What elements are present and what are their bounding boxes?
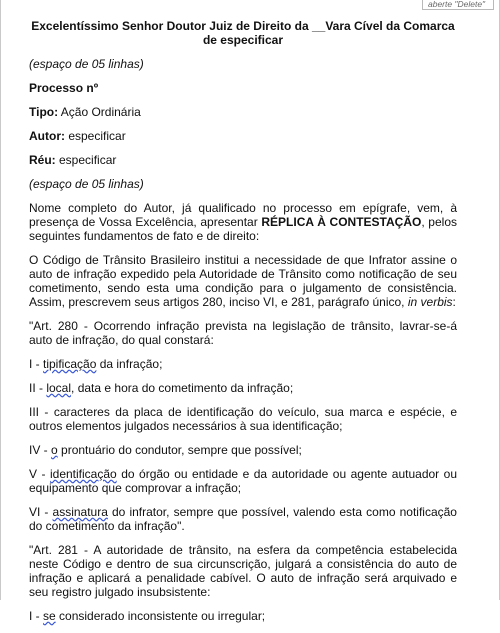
reu-label: Réu: — [29, 153, 56, 167]
art-281-inciso-1-squiggle-word: se — [43, 609, 56, 623]
title-line-1: Excelentíssimo Senhor Doutor Juiz de Direito da __Vara Cível da Comarca — [31, 19, 455, 33]
inciso-5-squiggle-word: identificação — [49, 467, 117, 481]
inciso-6-squiggle-word: assinatura — [52, 505, 108, 519]
autor-line — [29, 129, 457, 143]
inciso-1-prefix: I - — [29, 357, 43, 371]
inciso-2-rest: , data e hora do cometimento da infração; — [71, 381, 294, 395]
inciso-4-rest: prontuário do condutor, sempre que possível; — [57, 443, 302, 457]
inciso-1-squiggle-word: tipificação — [43, 357, 97, 371]
ctb-italic-text: in verbis — [407, 295, 453, 309]
art-280-inciso-4 — [29, 443, 457, 457]
spacing-note-2: (espaço de 05 linhas) — [29, 177, 144, 191]
ctb-text-1: O Código de Trânsito Brasileiro institui a necessidade de que Infrator assine o auto de infração expedido pela Autoridade de Trânsito como notificação de seu cometimento, sendo esta uma condição para o julgamento de consistência. Assim, prescrevem seus artigos 280, inciso VI, e 281, parágrafo único, — [29, 253, 457, 309]
document-body[interactable] — [29, 19, 457, 633]
tipo-label: Tipo: — [29, 105, 59, 119]
art-280-inciso-5 — [29, 467, 457, 495]
intro-bold-text: RÉPLICA À CONTESTAÇÃO — [261, 215, 422, 229]
intro-text-1: Nome completo do Autor, já qualificado no processo em epígrafe, vem, à presença de Vossa Excelência, apresentar — [29, 201, 457, 229]
tipo-value: Ação Ordinária — [58, 105, 141, 119]
processo-line: Processo nº — [29, 81, 99, 95]
inciso-2-prefix: II - — [29, 381, 47, 395]
inciso-6-rest: do infrator, sempre que possível, valendo esta como notificação do cometimento da infração". — [29, 505, 457, 533]
inciso-4-squiggle-word: o — [51, 443, 58, 457]
art-280-inciso-6 — [29, 505, 457, 533]
intro-paragraph — [29, 201, 457, 243]
delete-hint-text: aberte "Delete" — [428, 0, 486, 9]
inciso-4-prefix: IV - — [29, 443, 52, 457]
inciso-1-rest: da infração; — [96, 357, 163, 371]
art-281-inciso-1-rest: considerado inconsistente ou irregular; — [55, 609, 266, 623]
document-title — [29, 19, 457, 47]
ctb-paragraph — [29, 253, 457, 309]
tipo-line — [29, 105, 457, 119]
delete-hint-box — [422, 0, 494, 10]
inciso-6-prefix: VI - — [29, 505, 53, 519]
art-280-inciso-1 — [29, 357, 457, 371]
autor-value: especificar — [65, 129, 126, 143]
ctb-text-2: : — [452, 295, 456, 309]
art-281-quote: "Art. 281 - A autoridade de trânsito, na esfera da competência estabelecida neste Código e dentro de sua circunscrição, julgará a consistência do auto de infração e aplicará a penalidade cabível. O auto de infração será arquivado e seu registro julgado insubsistente: — [29, 543, 457, 599]
art-280-inciso-2 — [29, 381, 457, 395]
art-280-inciso-3: III - caracteres da placa de identificação do veículo, sua marca e espécie, e outros elementos julgados necessários à sua identificação; — [29, 405, 457, 433]
title-line-2: de especificar — [202, 33, 284, 47]
art-280-quote: "Art. 280 - Ocorrendo infração prevista na legislação de trânsito, lavrar-se-á auto de infração, do qual constará: — [29, 319, 457, 347]
inciso-5-prefix: V - — [29, 467, 50, 481]
reu-line — [29, 153, 457, 167]
art-281-inciso-1-prefix: I - — [29, 609, 43, 623]
autor-label: Autor: — [29, 129, 65, 143]
spacing-note-1: (espaço de 05 linhas) — [29, 57, 144, 71]
reu-value: especificar — [55, 153, 117, 167]
inciso-2-squiggle-word: local — [46, 381, 72, 395]
art-281-inciso-1 — [29, 609, 457, 623]
intro-text-2: , pelos seguintes fundamentos de fato e de direito: — [29, 215, 457, 243]
inciso-5-rest: do órgão ou entidade e da autoridade ou agente autuador ou equipamento que comprovar a infração; — [29, 467, 458, 495]
